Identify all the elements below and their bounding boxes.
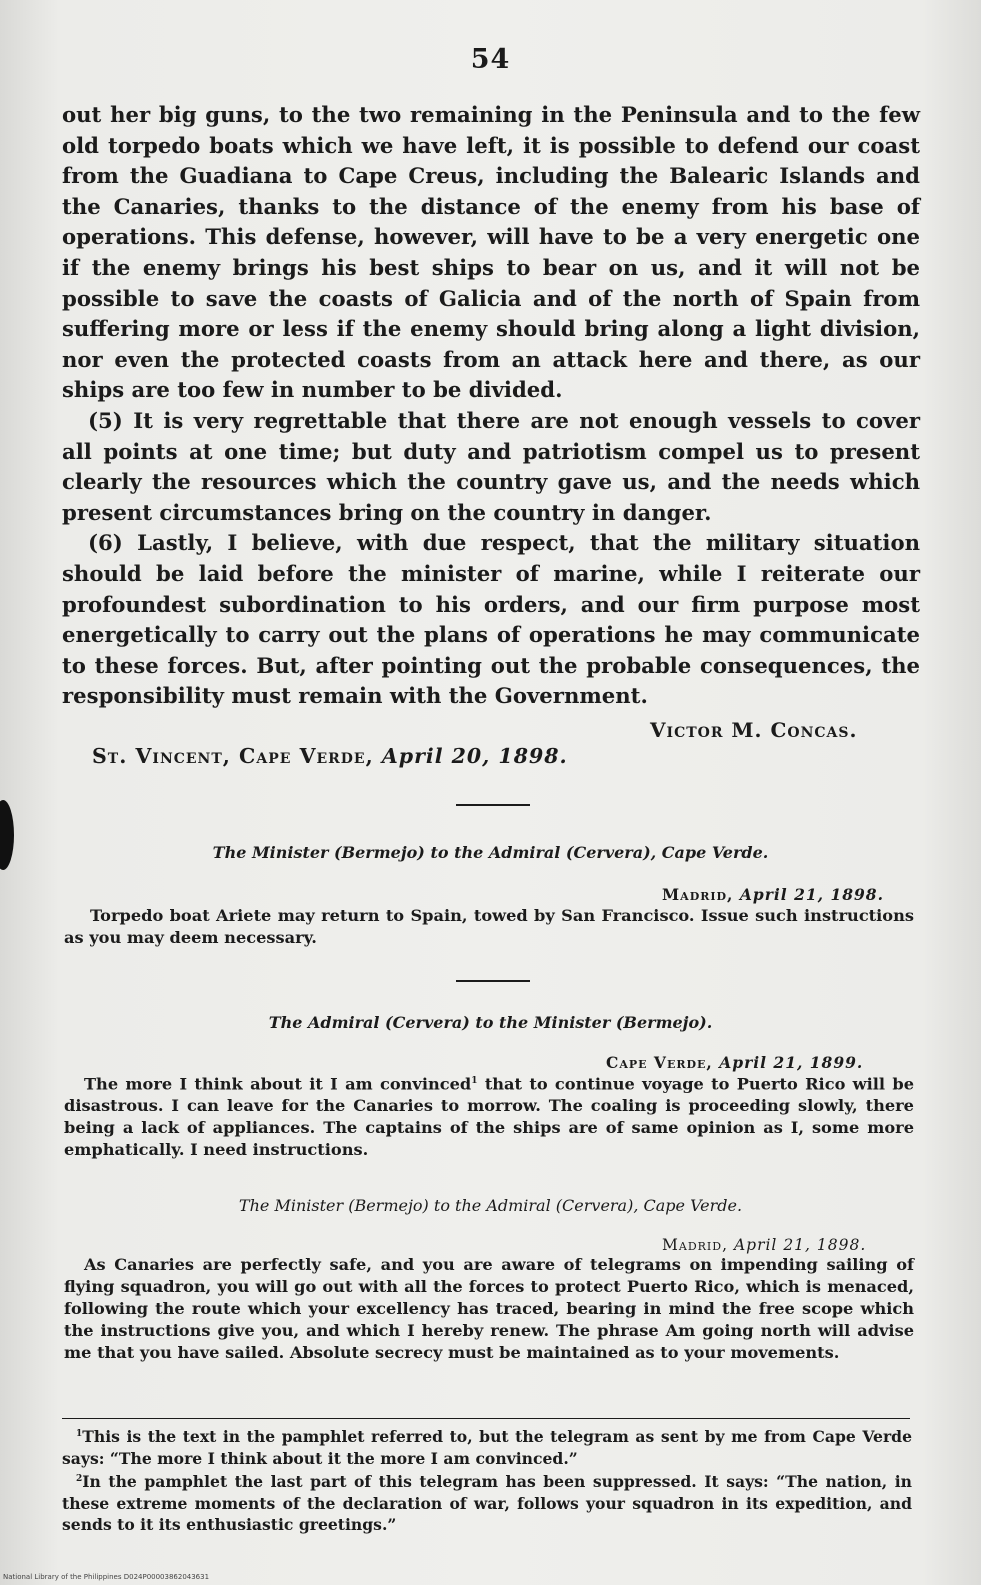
telegram-3-date: April 21, 1898.	[733, 1236, 867, 1254]
main-text	[62, 100, 920, 712]
telegram-2-text-start: The more I think about it I am convinced	[84, 1074, 472, 1094]
telegram-3-dateline	[662, 1236, 866, 1254]
telegram-1-dateline	[662, 885, 884, 904]
signature: Victor M. Concas.	[650, 718, 858, 742]
letter-place: St. Vincent, Cape Verde,	[92, 744, 374, 768]
letter-place-date	[92, 744, 568, 768]
footnote-ref-1: 1	[471, 1076, 478, 1086]
section-divider	[456, 980, 530, 982]
footnote-divider	[62, 1418, 910, 1419]
telegram-1-heading: The Minister (Bermejo) to the Admiral (Cervera), Cape Verde.	[212, 843, 769, 862]
section-divider	[456, 804, 530, 806]
footnote-1-mark: 1	[76, 1429, 83, 1439]
footnote-2	[62, 1469, 912, 1536]
telegram-3-heading: The Minister (Bermejo) to the Admiral (Cervera), Cape Verde.	[238, 1196, 743, 1215]
telegram-2-body	[64, 1070, 914, 1161]
telegram-2-date: April 21, 1899.	[719, 1053, 864, 1072]
telegram-1-place: Madrid,	[662, 885, 734, 904]
paragraph-6: (6) Lastly, I believe, with due respect, that the military situation should be laid before the minister of marine, while I reiterate our profoundest subordination to his orders, and our firm purpose most energetically to carry out the plans of operations he may communicate to these forces. But, after pointing out the probable consequences, the responsibility must remain with the Government.	[62, 530, 920, 709]
telegram-2-heading: The Admiral (Cervera) to the Minister (Bermejo).	[268, 1013, 713, 1032]
paragraph-continuation: out her big guns, to the two remaining in the Peninsula and to the few old torpedo boats which we have left, it is possible to defend our coast from the Guadiana to Cape Creus, including the Balearic Islands and the Canaries, thanks to the distance of the enemy from his base of operations. This defense, however, will have to be a very energetic one if the enemy brings his best ships to bear on us, and it will not be possible to save the coasts of Galicia and of the north of Spain from suffering more or less if the enemy should bring along a light division, nor even the protected coasts from an attack here and there, as our ships are too few in number to be divided.	[62, 102, 920, 403]
telegram-2-place: Cape Verde,	[606, 1053, 713, 1072]
telegram-3-place: Madrid,	[662, 1236, 729, 1254]
telegram-3-body	[64, 1254, 914, 1364]
paragraph-5: (5) It is very regrettable that there are not enough vessels to cover all points at one time; but duty and patriotism compel us to present clearly the resources which the country gave us, and the needs which present circumstances bring on the country in danger.	[62, 407, 920, 525]
telegram-1-text: Torpedo boat Ariete may return to Spain, towed by San Francisco. Issue such instructions as you may deem necessary.	[64, 906, 914, 947]
footnote-1-text: This is the text in the pamphlet referred to, but the telegram as sent by me from Cape Verde says: “The more I think about it the more I am convinced.”	[62, 1427, 912, 1468]
footnote-2-text: In the pamphlet the last part of this telegram has been suppressed. It says: “The nation, in these extreme moments of the declaration of war, follows your squadron in its expedition, and sends to it its enthusiastic greetings.”	[62, 1472, 912, 1535]
footnotes	[62, 1424, 912, 1536]
footnote-2-mark: 2	[76, 1474, 83, 1485]
telegram-1-body	[64, 905, 914, 949]
archive-credit: National Library of the Philippines D024P00003862043631	[3, 1573, 210, 1581]
telegram-2-text	[64, 1070, 914, 1161]
telegram-2-text-end: that to continue voyage to Puerto Rico will be disastrous. I can leave for the Canaries to morrow. The coaling is proceeding slowly, there being a lack of appliances. The captains of the ships are of same opinion as I, some more emphatically. I need instructions.	[64, 1074, 914, 1160]
telegram-1-date: April 21, 1898.	[739, 885, 884, 904]
letter-date: April 20, 1898.	[381, 744, 568, 768]
telegram-3-text: As Canaries are perfectly safe, and you are aware of telegrams on impending sailing of flying squadron, you will go out with all the forces to protect Puerto Rico, which is menaced, following the route which your excellency has traced, bearing in mind the free scope which the instructions give you, and which I hereby renew. The phrase Am going north will advise me that you have sailed. Absolute secrecy must be maintained as to your movements.	[64, 1255, 914, 1362]
footnote-1	[62, 1424, 912, 1469]
page-number: 54	[470, 44, 511, 75]
